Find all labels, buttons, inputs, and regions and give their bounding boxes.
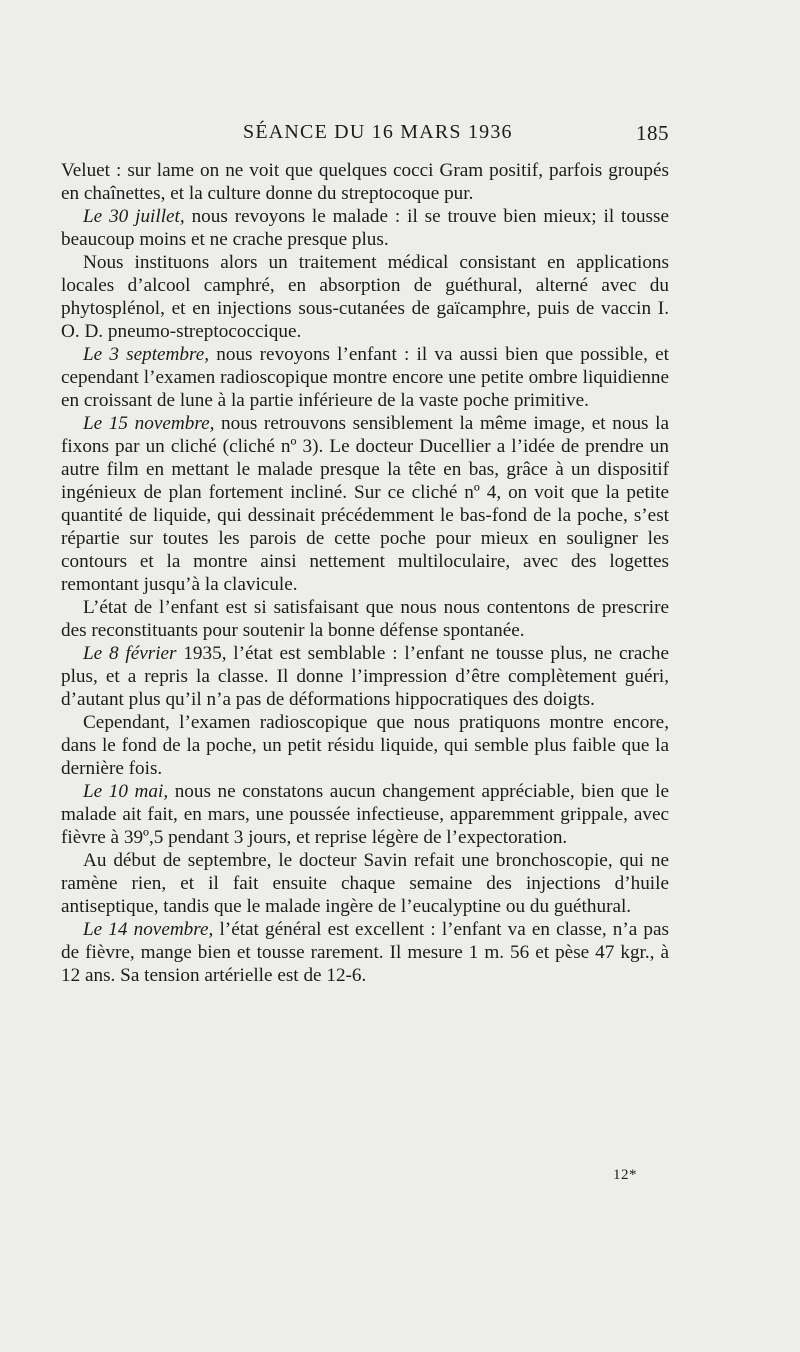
- paragraph-text: Au début de septembre, le docteur Savin refait une bronchoscopie, qui ne ramène rien, et il fait ensuite chaque semaine des injections d’huile antiseptique, tandis que le malade ingère de l’eucalyptine ou du guéthural.: [61, 850, 669, 917]
- paragraph-text: L’état de l’enfant est si satisfaisant que nous nous contentons de prescrire des reconstituants pour soutenir la bonne défense spontanée.: [61, 597, 669, 641]
- paragraph-text: l’état général est excellent : l’enfant va en classe, n’a pas de fièvre, mange bien et tousse rarement. Il mesure 1 m. 56 et pèse 47 kgr., à 12 ans. Sa tension artérielle est de 12-6.: [61, 919, 669, 986]
- paragraph: [61, 780, 669, 849]
- paragraph: [61, 711, 669, 780]
- paragraph: [61, 918, 669, 987]
- paragraph: [61, 849, 669, 918]
- paragraph-lead: Le 30 juillet,: [83, 206, 185, 227]
- body-text: [61, 159, 669, 987]
- paragraph-lead: Le 15 novembre,: [83, 413, 215, 434]
- signature-mark: 12*: [613, 1167, 637, 1183]
- paragraph-text: nous revoyons le malade : il se trouve bien mieux; il tousse beaucoup moins et ne crache presque plus.: [61, 206, 670, 250]
- paragraph-text: 1935, l’état est semblable : l’enfant ne tousse plus, ne crache plus, et a repris la classe. Il donne l’impression d’être complètement guéri, d’autant plus qu’il n’a pas de déformations hippocratiques des doigts.: [61, 643, 669, 710]
- paragraph: [61, 251, 669, 343]
- paragraph-text: nous revoyons l’enfant : il va aussi bien que possible, et cependant l’examen radioscopique montre encore une petite ombre liquidienne en croissant de lune à la partie inférieure de la vaste poche primitive.: [61, 344, 669, 411]
- paragraph: [61, 343, 669, 412]
- paragraph-lead: Le 3 septembre,: [83, 344, 210, 365]
- paragraph-text: Nous instituons alors un traitement médical consistant en applications locales d’alcool camphré, en absorption de guéthural, alterné avec du phytosplénol, et en injections sous-cutanées de gaïcamphre, puis de vaccin I. O. D. pneumo-streptococcique.: [61, 252, 669, 342]
- page-number: 185: [636, 121, 669, 145]
- paragraph-text: nous ne constatons aucun changement appréciable, bien que le malade ait fait, en mars, une poussée infectieuse, apparemment grippale, avec fièvre à 39º,5 pendant 3 jours, et reprise légère de l’expectoration.: [61, 781, 670, 848]
- paragraph-text: Veluet : sur lame on ne voit que quelques cocci Gram positif, parfois groupés en chaînettes, et la culture donne du streptocoque pur.: [61, 160, 669, 204]
- paragraph-text: nous retrouvons sensiblement la même image, et nous la fixons par un cliché (cliché nº 3). Le docteur Ducellier a l’idée de prendre un autre film en mettant le malade presque la tête en bas, grâce à un dispositif ingénieux de plan fortement incliné. Sur ce cliché nº 4, on voit que la petite quantité de liquide, qui dessinait précédemment le bas-fond de la poche, s’est répartie sur toutes les parois de cette poche pour mieux en souligner les contours et la montre ainsi nettement multiloculaire, avec des logettes remontant jusqu’à la clavicule.: [61, 413, 670, 595]
- paragraph-lead: Le 14 novembre,: [83, 919, 214, 940]
- running-head: SÉANCE DU 16 MARS 1936: [243, 121, 513, 143]
- paragraph: [61, 412, 669, 596]
- paragraph-lead: Le 8 février: [83, 643, 177, 664]
- paragraph: [61, 642, 669, 711]
- paragraph: [61, 159, 669, 205]
- paragraph-text: Cependant, l’examen radioscopique que nous pratiquons montre encore, dans le fond de la poche, un petit résidu liquide, qui semble plus faible que la dernière fois.: [61, 712, 669, 779]
- paragraph: [61, 205, 669, 251]
- paragraph: [61, 596, 669, 642]
- paragraph-lead: Le 10 mai,: [83, 781, 169, 802]
